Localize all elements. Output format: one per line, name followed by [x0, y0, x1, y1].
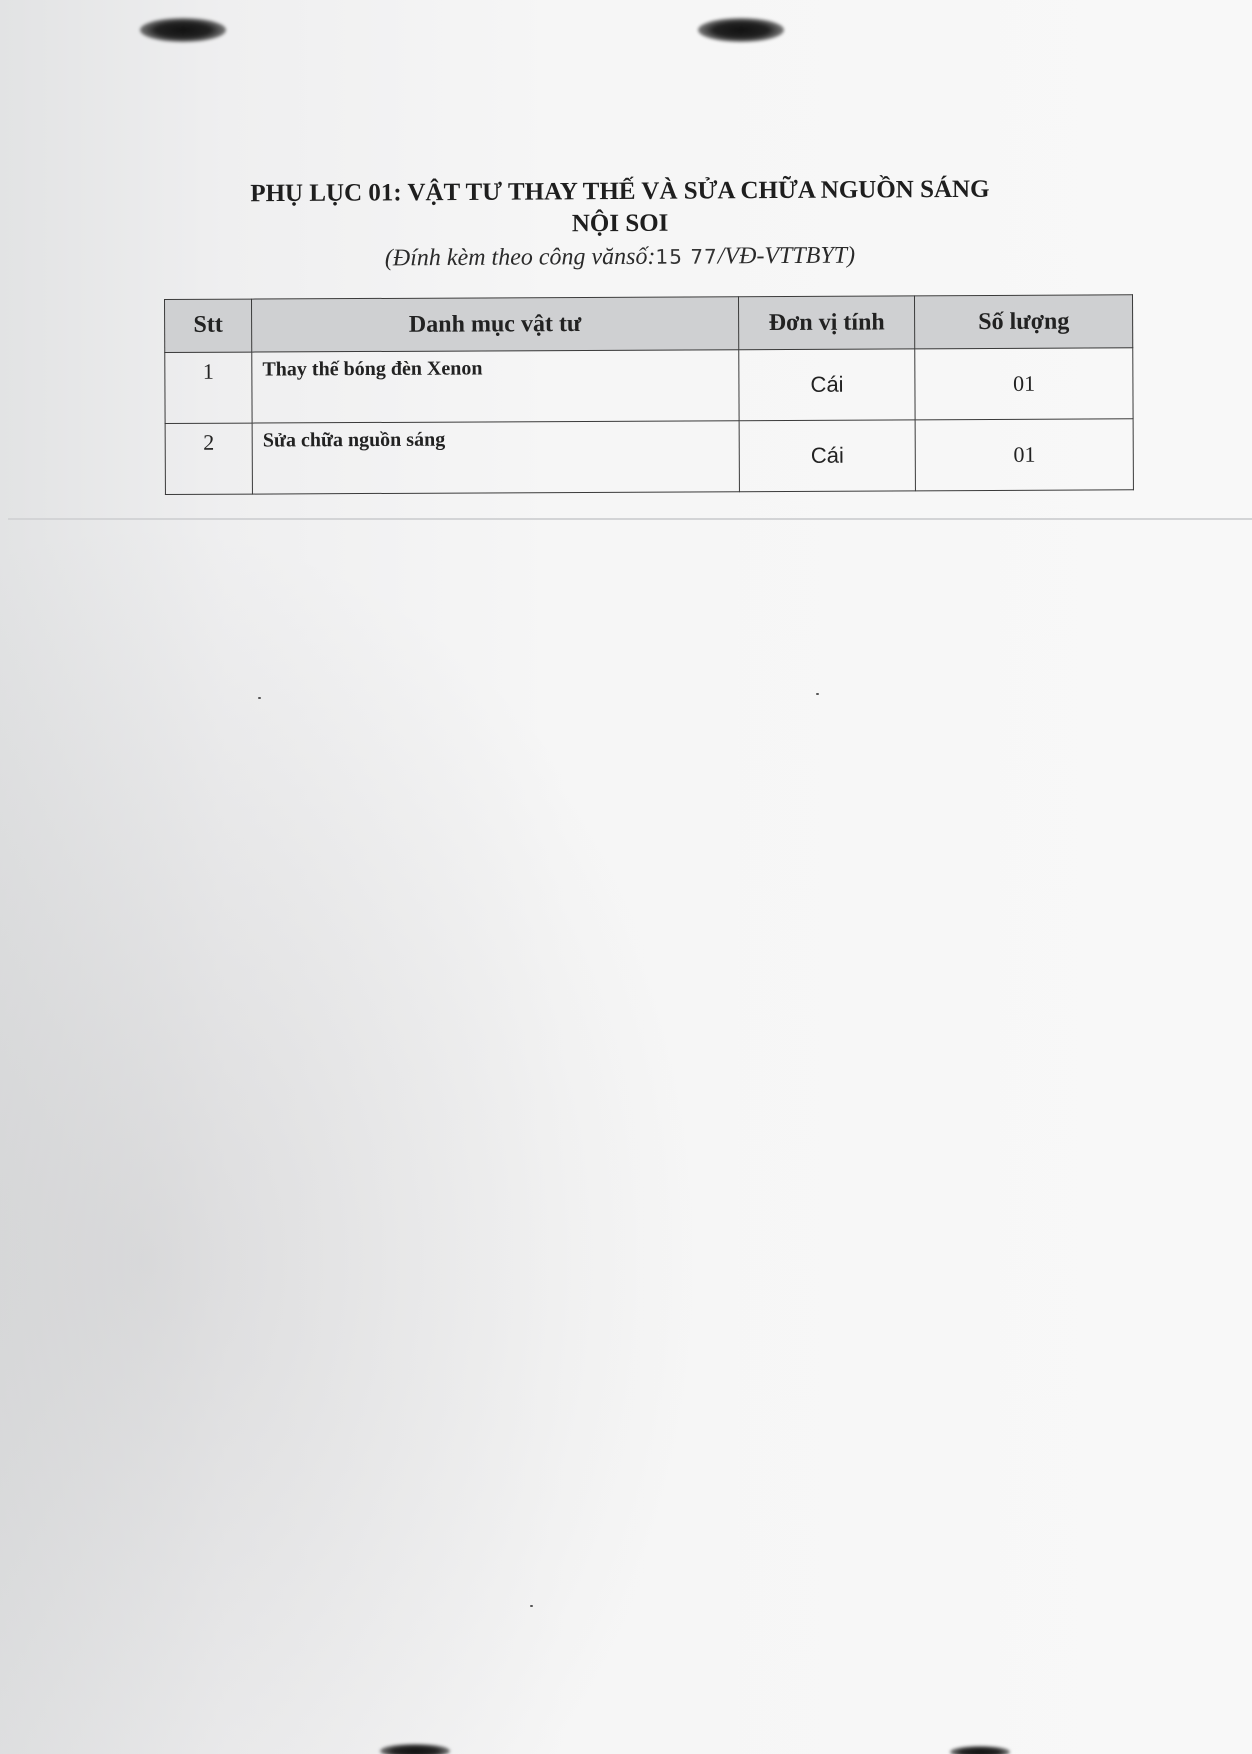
document-subtitle — [150, 241, 1090, 274]
document-title — [150, 173, 1090, 243]
paper-fold-line — [8, 518, 1252, 520]
punch-hole-mark — [950, 1746, 1010, 1754]
header-item-name: Danh mục vật tư — [252, 297, 739, 352]
punch-hole-mark — [140, 18, 226, 42]
header-stt: Stt — [165, 299, 252, 352]
table-row — [165, 348, 1133, 424]
subtitle-suffix: /VĐ-VTTBYT) — [717, 242, 856, 270]
table-row — [165, 419, 1133, 495]
handwritten-document-number: 15 77 — [655, 244, 718, 269]
cell-quantity: 01 — [915, 348, 1133, 420]
paper-speck — [258, 697, 261, 699]
paper-shadow — [0, 520, 720, 1754]
title-line-2: NỘI SOI — [571, 209, 669, 238]
punch-hole-mark — [698, 18, 784, 42]
cell-unit: Cái — [739, 420, 916, 492]
cell-stt: 1 — [165, 352, 252, 423]
title-line-1: PHỤ LỤC 01: VẬT TƯ THAY THẾ VÀ SỬA CHỮA NGUỒN SÁNG — [250, 175, 990, 208]
header-quantity: Số lượng — [915, 295, 1133, 349]
cell-quantity: 01 — [915, 419, 1133, 491]
cell-item-name: Thay thế bóng đèn Xenon — [252, 350, 739, 423]
subtitle-prefix: (Đính kèm theo công vănsố: — [384, 243, 656, 272]
punch-hole-mark — [380, 1744, 450, 1754]
paper-speck — [816, 693, 819, 695]
cell-item-name: Sửa chữa nguồn sáng — [252, 421, 739, 494]
supplies-table — [164, 294, 1134, 495]
header-unit: Đơn vị tính — [738, 296, 915, 350]
paper-speck — [530, 1605, 533, 1607]
cell-unit: Cái — [739, 349, 916, 421]
cell-stt: 2 — [165, 423, 252, 494]
table-header-row — [165, 295, 1133, 353]
